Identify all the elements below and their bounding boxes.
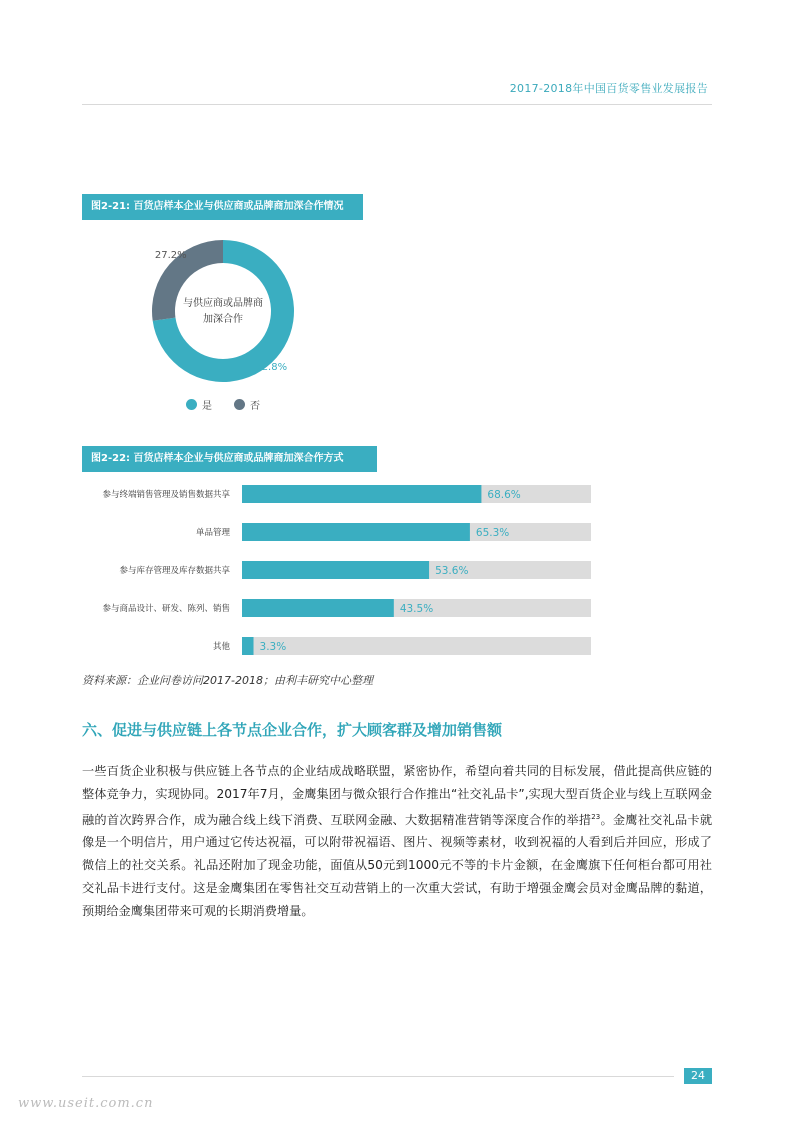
page-number: 24 <box>684 1068 712 1084</box>
bar-value-label: 65.3% <box>475 527 510 539</box>
donut-label-yes: 72.8% <box>255 361 288 373</box>
bar-category-label: 参与商品设计、研发、陈列、销售 <box>102 604 230 614</box>
donut-label-no: 27.2% <box>154 250 187 262</box>
paragraph-part-1: 一些百货企业积极与供应链上各节点的企业结成战略联盟，紧密协作，希望向着共同的目标发展，借此提高供应链的整体竞争力，实现协同。2017年7月，金鹰集团与微众银行合作推出“社交礼品卡”,实现大型百货企业与线上互联网金融的首次跨界合作，成为融合线上线下消费、互联网金融、大数据精准营销等深度合作的举措 <box>82 764 712 827</box>
figure-2-21-label: 图2-21: 百货店样本企业与供应商或品牌商加深合作情况 <box>82 194 363 220</box>
legend-swatch-yes <box>186 399 197 410</box>
donut-center-line2: 加深合作 <box>203 314 243 325</box>
legend-item-yes <box>186 397 212 412</box>
bar-category-label: 其他 <box>212 642 230 652</box>
donut-center-line1: 与供应商或品牌商 <box>183 298 263 309</box>
header-title: 2017-2018年中国百货零售业发展报告 <box>509 82 708 95</box>
bar <box>242 599 394 617</box>
bar-category-label: 参与库存管理及库存数据共享 <box>119 566 230 576</box>
source-note: 资料来源：企业问卷访问2017-2018；由利丰研究中心整理 <box>82 674 373 687</box>
bar <box>242 523 470 541</box>
bar-value-label: 3.3% <box>259 641 287 653</box>
footer-rule <box>82 1076 674 1077</box>
body-paragraph <box>82 760 712 923</box>
bar-value-label: 68.6% <box>487 489 521 501</box>
header-rule <box>82 104 712 105</box>
bar-track <box>242 637 591 655</box>
section-title: 六、促进与供应链上各节点企业合作，扩大顾客群及增加销售额 <box>82 721 503 739</box>
legend-label-yes: 是 <box>202 401 212 412</box>
legend-item-no <box>234 397 260 412</box>
donut-legend <box>186 397 260 412</box>
bar <box>242 485 481 503</box>
bar <box>242 561 429 579</box>
donut-chart <box>82 230 382 390</box>
bar <box>242 637 254 655</box>
bar-value-label: 43.5% <box>399 603 434 615</box>
watermark-text: www.useit.com.cn <box>18 1096 154 1111</box>
legend-label-no: 否 <box>250 401 260 412</box>
bar-chart <box>82 478 602 663</box>
legend-swatch-no <box>234 399 245 410</box>
figure-2-22-label: 图2-22: 百货店样本企业与供应商或品牌商加深合作方式 <box>82 446 377 472</box>
bar-value-label: 53.6% <box>435 565 469 577</box>
footnote-ref: 23 <box>591 812 601 821</box>
bar-category-label: 参与终端销售管理及销售数据共享 <box>102 490 230 500</box>
paragraph-part-2: 。金鹰社交礼品卡就像是一个明信片，用户通过它传达祝福，可以附带祝福语、图片、视频等素材，收到祝福的人看到后并回应，形成了微信上的社交关系。礼品还附加了现金功能，面值从50元到1000元不等的卡片金额，在金鹰旗下任何柜台都可用社交礼品卡进行支付。这是金鹰集团在零售社交互动营销上的一次重大尝试，有助于增强金鹰会员对金鹰品牌的黏道，预期给金鹰集团带来可观的长期消费增量。 <box>82 812 713 918</box>
bar-category-label: 单品管理 <box>195 528 230 538</box>
